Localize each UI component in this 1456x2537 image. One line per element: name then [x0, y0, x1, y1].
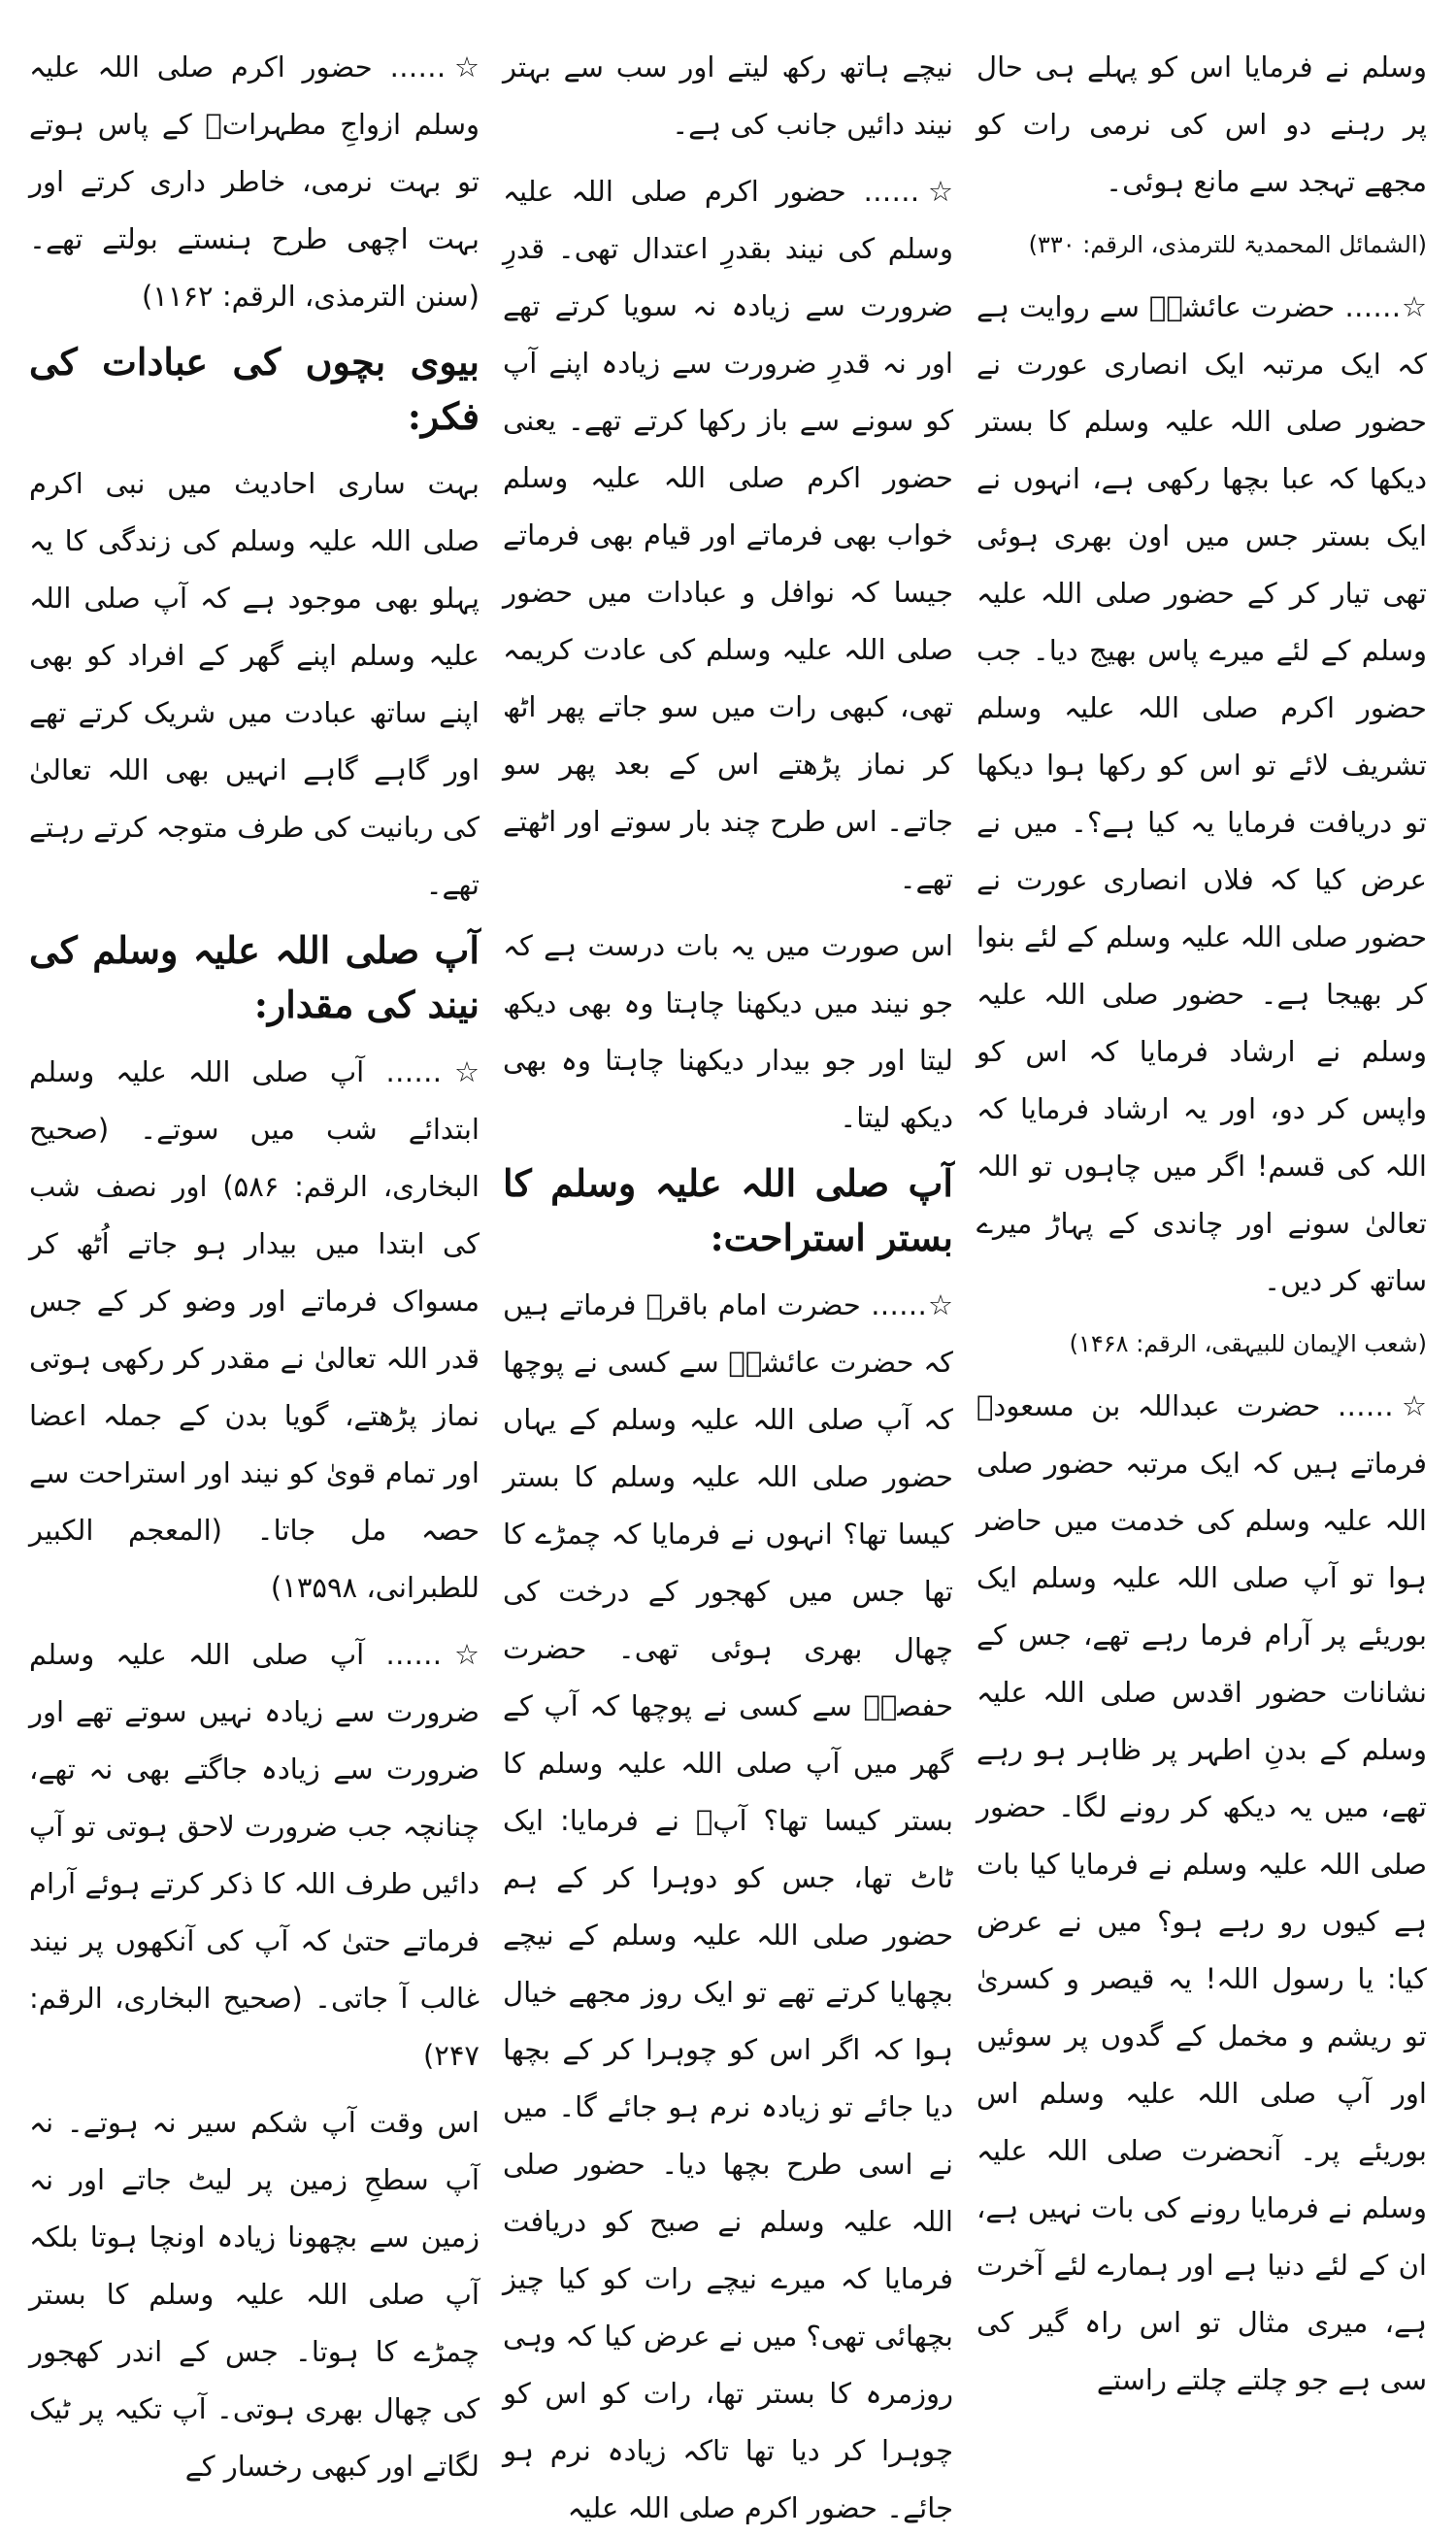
- column-middle: [503, 39, 953, 2524]
- body-paragraph: نیچے ہاتھ رکھ لیتے اور سب سے بہتر نیند دائیں جانب کی ہے۔: [503, 50, 953, 141]
- column-left: [976, 39, 1427, 2396]
- column-right: [29, 39, 480, 2483]
- body-paragraph: وسلم نے فرمایا اس کو پہلے ہی حال پر رہنے دو اس کی نرمی رات کو مجھے تہجد سے مانع ہوئی۔: [976, 50, 1427, 198]
- body-paragraph: ☆…… آپ صلی اللہ علیہ وسلم ضرورت سے زیادہ نہیں سوتے تھے اور ضرورت سے زیادہ جاگتے بھی نہ تھے، چنانچہ جب ضرورت لاحق ہوتی تو آپ دائیں طرف اللہ کا ذکر کرتے ہوئے آرام فرماتے حتیٰ کہ آپ کی آنکھوں پر نیند غالب آ جاتی۔ (صحیح البخاری، الرقم: ۲۴۷): [29, 1638, 480, 2072]
- body-paragraph: ☆…… حضرت عبداللہ بن مسعودؓ فرماتے ہیں کہ ایک مرتبہ حضور صلی اللہ علیہ وسلم کی خدمت میں حاضر ہوا تو آپ صلی اللہ علیہ وسلم ایک بوریئے پر آرام فرما رہے تھے، جس کے نشانات حضور اقدس صلی اللہ علیہ وسلم کے بدنِ اطہر پر ظاہر ہو رہے تھے، میں یہ دیکھ کر رونے لگا۔ حضور صلی اللہ علیہ وسلم نے فرمایا کیا بات ہے کیوں رو رہے ہو؟ میں نے عرض کیا: یا رسول اللہ! یہ قیصر و کسریٰ تو ریشم و مخمل کے گدوں پر سوئیں اور آپ صلی اللہ علیہ وسلم اس بوریئے پر۔ آنحضرت صلی اللہ علیہ وسلم نے فرمایا رونے کی بات نہیں ہے، ان کے لئے دنیا ہے اور ہمارے لئے آخرت ہے، میری مثال تو اس راہ گیر کی سی ہے جو چلتے چلتے راستے: [976, 1389, 1427, 2396]
- body-paragraph: ☆…… حضور اکرم صلی اللہ علیہ وسلم کی نیند بقدرِ اعتدال تھی۔ قدرِ ضرورت سے زیادہ نہ سویا کرتے تھے اور نہ قدرِ ضرورت سے زیادہ اپنے آپ کو سونے سے باز رکھا کرتے تھے۔ یعنی حضور اکرم صلی اللہ علیہ وسلم خواب بھی فرماتے اور قیام بھی فرماتے جیسا کہ نوافل و عبادات میں حضور صلی اللہ علیہ وسلم کی عادت کریمہ تھی، کبھی رات میں سو جاتے پھر اٹھ کر نماز پڑھتے اس کے بعد پھر سو جاتے۔ اس طرح چند بار سوتے اور اٹھتے تھے۔: [503, 175, 953, 895]
- body-paragraph: ☆…… آپ صلی اللہ علیہ وسلم ابتدائے شب میں سوتے۔ (صحیح البخاری، الرقم: ۵۸۶) اور نصف شب کی ابتدا میں بیدار ہو جاتے اُٹھ کر مسواک فرماتے اور وضو کر کے جس قدر اللہ تعالیٰ نے مقدر کر رکھی ہوتی نماز پڑھتے، گویا بدن کے جملہ اعضا اور تمام قویٰ کو نیند اور استراحت سے حصہ مل جاتا۔ (المعجم الکبیر للطبرانی، ۱۳۵۹۸): [29, 1055, 480, 1604]
- section-heading: آپ صلی اللہ علیہ وسلم کا بستر استراحت:: [503, 1161, 953, 1259]
- body-paragraph: ☆…… حضور اکرم صلی اللہ علیہ وسلم ازواجِ مطہراتؓ کے پاس ہوتے تو بہت نرمی، خاطر داری کرتے اور بہت اچھی طرح ہنستے بولتے تھے۔ (سنن الترمذی، الرقم: ۱۱۶۲): [29, 50, 480, 313]
- body-paragraph: اس صورت میں یہ بات درست ہے کہ جو نیند میں دیکھنا چاہتا وہ بھی دیکھ لیتا اور جو بیدار دیکھنا چاہتا وہ بھی دیکھ لیتا۔: [503, 929, 953, 1134]
- section-heading: آپ صلی اللہ علیہ وسلم کی نیند کی مقدار:: [29, 928, 480, 1026]
- citation-reference: (الشمائل المحمدیۃ للترمذی، الرقم: ۳۳۰): [1028, 231, 1427, 258]
- body-paragraph: ☆…… حضرت عائشہؓ سے روایت ہے کہ ایک مرتبہ ایک انصاری عورت نے حضور صلی اللہ علیہ وسلم کا بستر دیکھا کہ عبا بچھا رکھی ہے، انہوں نے ایک بستر جس میں اون بھری ہوئی تھی تیار کر کے حضور صلی اللہ علیہ وسلم کے لئے میرے پاس بھیج دیا۔ جب حضور اکرم صلی اللہ علیہ وسلم تشریف لائے تو اس کو رکھا ہوا دیکھا تو دریافت فرمایا یہ کیا ہے؟۔ میں نے عرض کیا کہ فلاں انصاری عورت نے حضور صلی اللہ علیہ وسلم کے لئے بنوا کر بھیجا ہے۔ حضور صلی اللہ علیہ وسلم نے ارشاد فرمایا کہ اس کو واپس کر دو، اور یہ ارشاد فرمایا کہ اللہ کی قسم! اگر میں چاہوں تو اللہ تعالیٰ سونے اور چاندی کے پہاڑ میرے ساتھ کر دیں۔: [976, 290, 1427, 1297]
- body-paragraph: بہت ساری احادیث میں نبی اکرم صلی اللہ علیہ وسلم کی زندگی کا یہ پہلو بھی موجود ہے کہ آپ صلی اللہ علیہ وسلم اپنے گھر کے افراد کو بھی اپنے ساتھ عبادت میں شریک کرتے تھے اور گاہے گاہے انہیں بھی اللہ تعالیٰ کی ربانیت کی طرف متوجہ کرتے رہتے تھے۔: [29, 467, 480, 901]
- body-paragraph: اس وقت آپ شکم سیر نہ ہوتے۔ نہ آپ سطحِ زمین پر لیٹ جاتے اور نہ زمین سے بچھونا زیادہ اونچا ہوتا بلکہ آپ صلی اللہ علیہ وسلم کا بستر چمڑے کا ہوتا۔ جس کے اندر کھجور کی چھال بھری ہوتی۔ آپ تکیہ پر ٹیک لگاتے اور کبھی رخسار کے: [29, 2106, 480, 2483]
- citation-reference: (شعب الإیمان للبیہقی، الرقم: ۱۴۶۸): [1069, 1330, 1427, 1357]
- section-heading: بیوی بچوں کی عبادات کی فکر:: [29, 340, 480, 438]
- body-paragraph: ☆…… حضرت امام باقرؒ فرماتے ہیں کہ حضرت عائشہؓ سے کسی نے پوچھا کہ آپ صلی اللہ علیہ وسلم کے یہاں حضور صلی اللہ علیہ وسلم کا بستر کیسا تھا؟ انہوں نے فرمایا کہ چمڑے کا تھا جس میں کھجور کے درخت کی چھال بھری ہوئی تھی۔ حضرت حفصہؓ سے کسی نے پوچھا کہ آپ کے گھر میں آپ صلی اللہ علیہ وسلم کا بستر کیسا تھا؟ آپؓ نے فرمایا: ایک ٹاٹ تھا، جس کو دوہرا کر کے ہم حضور صلی اللہ علیہ وسلم کے نیچے بچھایا کرتے تھے تو ایک روز مجھے خیال ہوا کہ اگر اس کو چوہرا کر کے بچھا دیا جائے تو زیادہ نرم ہو جائے گا۔ میں نے اسی طرح بچھا دیا۔ حضور صلی اللہ علیہ وسلم نے صبح کو دریافت فرمایا کہ میرے نیچے رات کو کیا چیز بچھائی تھی؟ میں نے عرض کیا کہ وہی روزمرہ کا بستر تھا، رات کو اس کو چوہرا کر دیا تھا تاکہ زیادہ نرم ہو جائے۔ حضور اکرم صلی اللہ علیہ: [503, 1288, 953, 2524]
